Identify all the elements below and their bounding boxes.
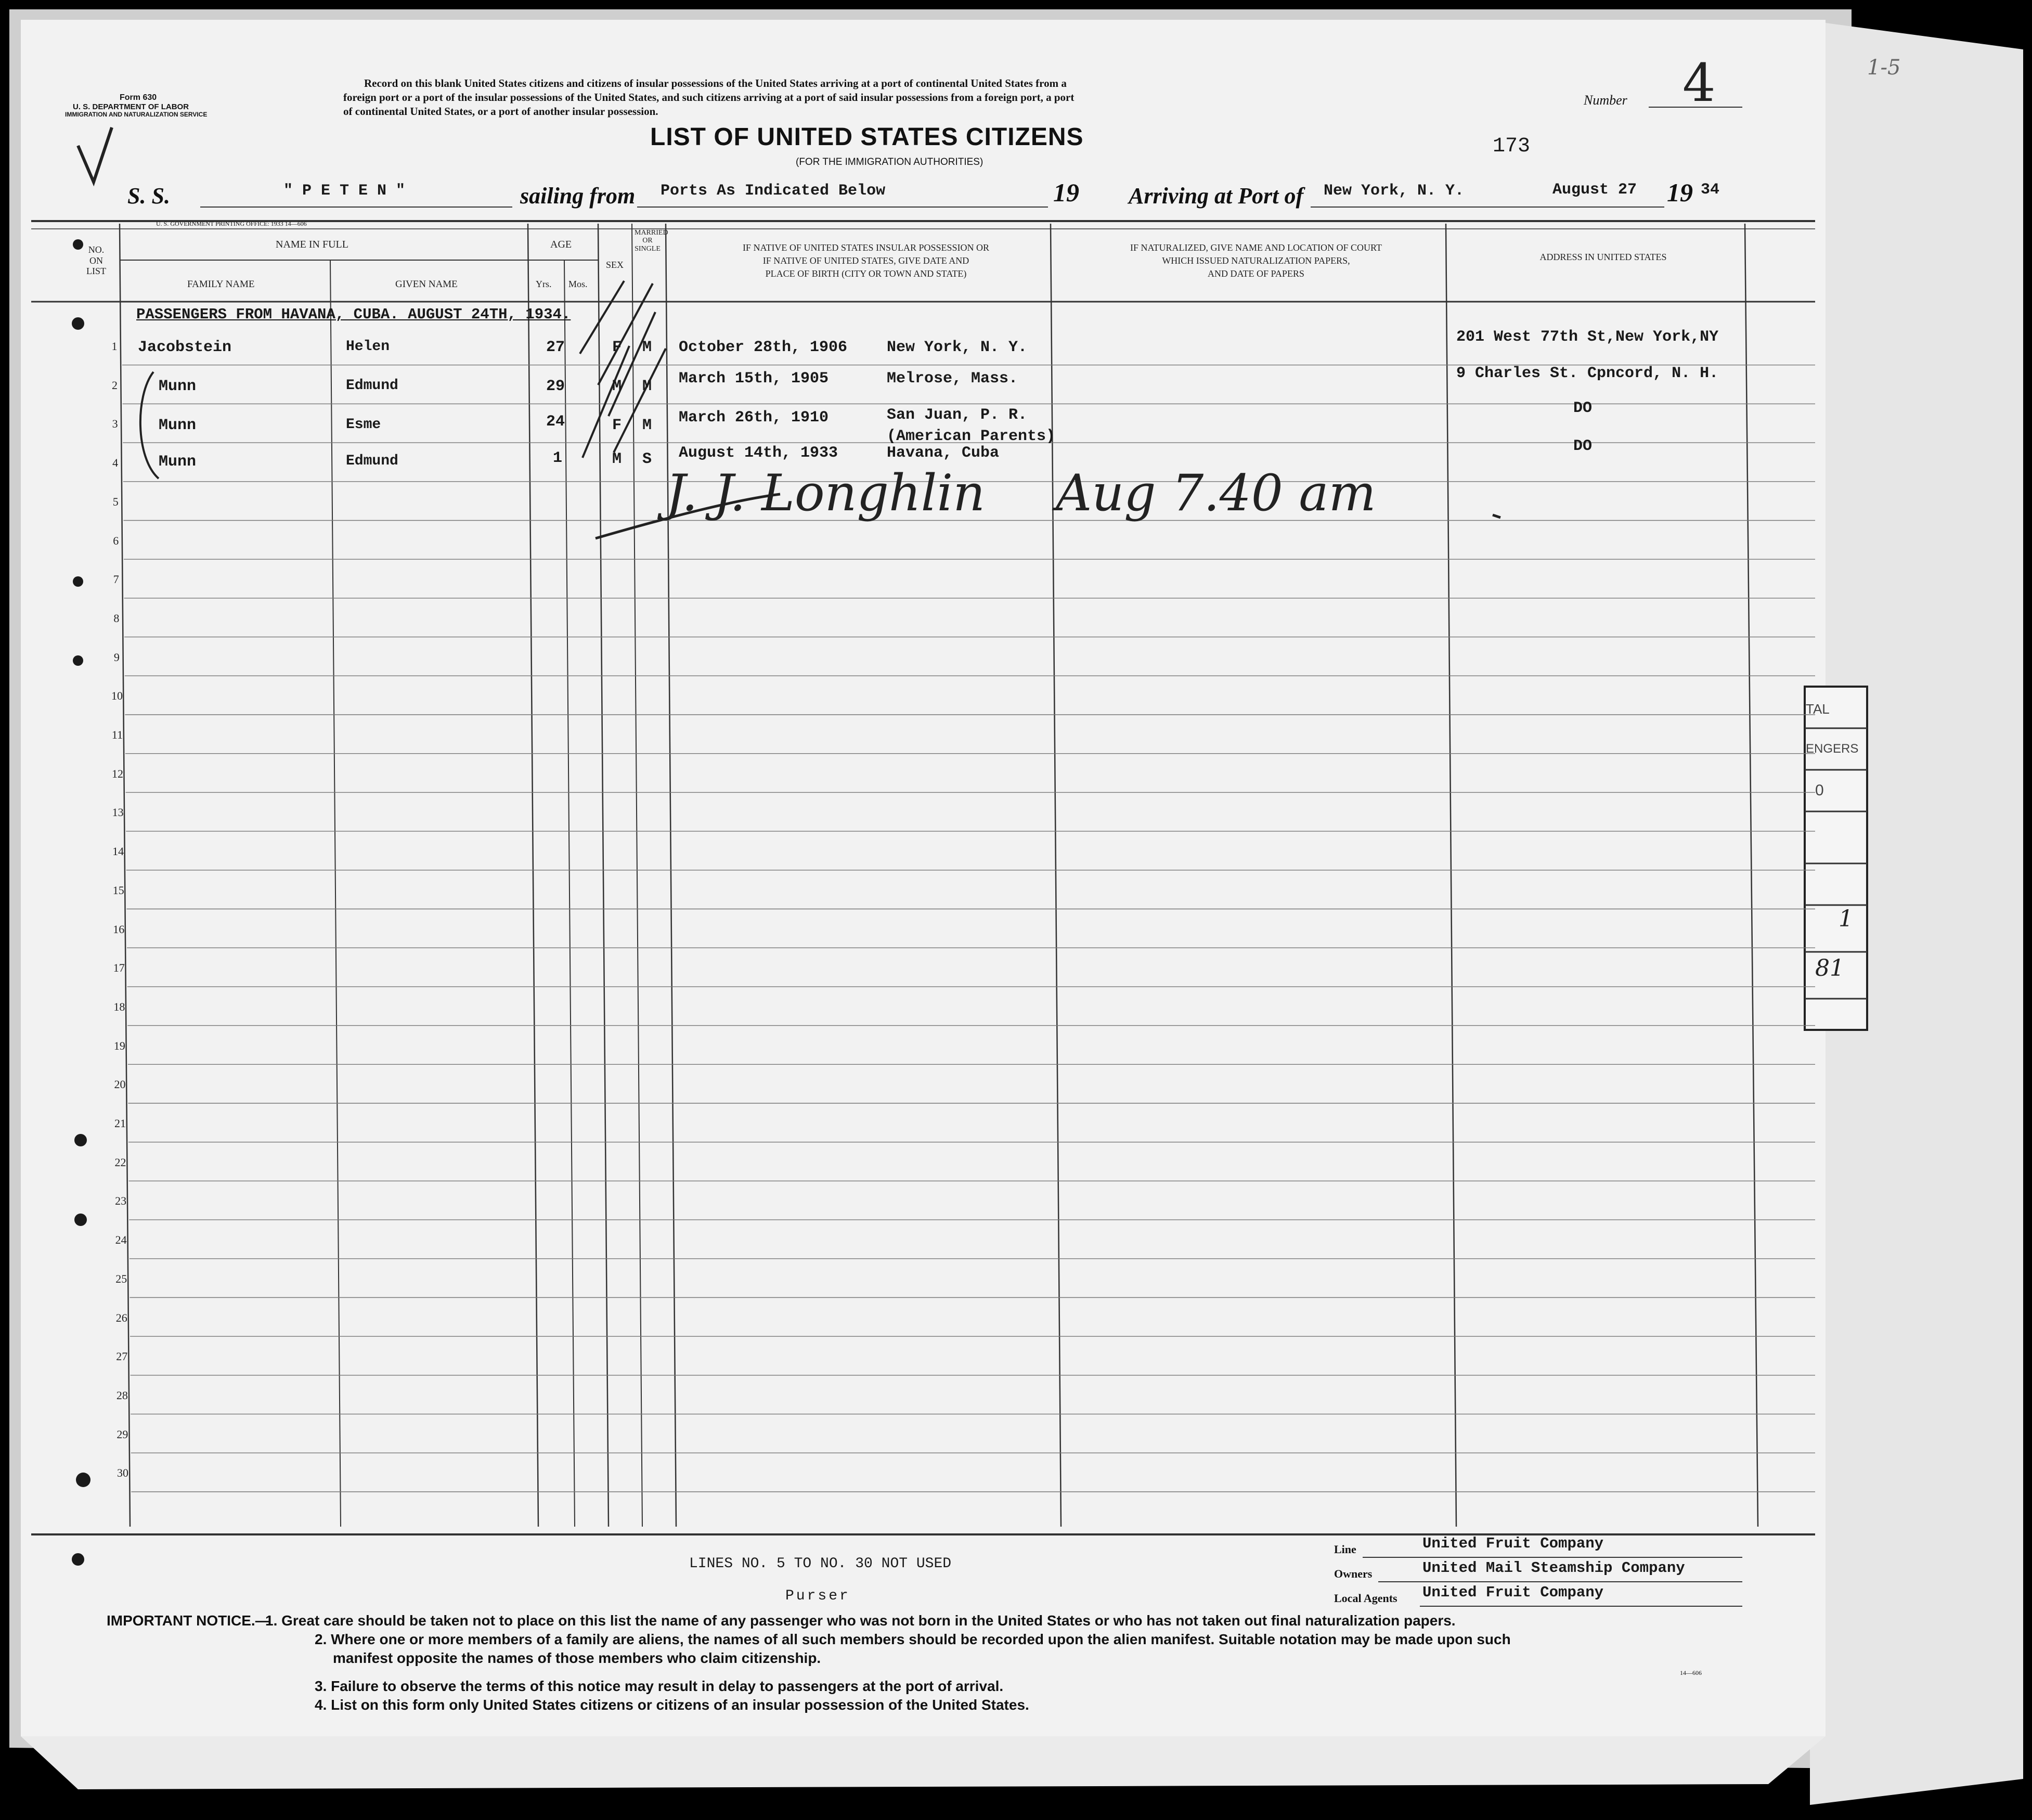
notice-2: 2. Where one or more members of a family are aliens, the names of all such members should be recorded upon the alien manifest. Suitable notation may be made upon such <box>315 1631 1511 1647</box>
sailing-from: Ports As Indicated Below <box>661 182 886 200</box>
passenger-1-address: 201 West 77th St,New York,NY <box>1456 328 1719 346</box>
line-number: 16 <box>113 922 125 936</box>
service-name: IMMIGRATION AND NATURALIZATION SERVICE <box>65 111 208 118</box>
line-number: 26 <box>115 1311 127 1324</box>
col-birth-3: PLACE OF BIRTH (CITY OR TOWN AND STATE) <box>765 268 967 279</box>
inspection-time: Aug 7.40 am <box>1056 464 1376 522</box>
side-tab-line-3: 0 <box>1815 782 1824 799</box>
passenger-2-given: Edmund <box>346 378 398 394</box>
year-prefix: 19 <box>1053 178 1079 207</box>
line-number: 20 <box>114 1078 126 1091</box>
paper-lower-curl <box>21 1736 1826 1789</box>
line-number: 14 <box>112 845 124 858</box>
passenger-3-sex: F <box>612 417 622 434</box>
passenger-1-marital: M <box>642 339 652 356</box>
notice-title: IMPORTANT NOTICE.— <box>107 1612 270 1629</box>
passenger-1-family: Jacobstein <box>138 339 232 356</box>
col-age: AGE <box>550 239 572 250</box>
notice-1: 1. Great care should be taken not to place on this list the name of any passenger who was not born in the United States or who has not taken out final naturalization papers. <box>265 1612 1456 1629</box>
arrival-date: August 27 <box>1552 181 1637 199</box>
printer-note: U. S. GOVERNMENT PRINTING OFFICE: 1933 14—606 <box>156 220 307 227</box>
passenger-2-sex: M <box>612 378 622 395</box>
document-title: LIST OF UNITED STATES CITIZENS <box>650 123 1084 151</box>
side-tab-line-5: 81 <box>1815 955 1844 982</box>
line-number: 4 <box>112 456 119 470</box>
col-naturalized-1: IF NATURALIZED, GIVE NAME AND LOCATION OF COURT <box>1130 242 1382 253</box>
owners-label: Owners <box>1334 1567 1373 1580</box>
arrival-port: New York, N. Y. <box>1324 182 1465 200</box>
passenger-2-birth-place: Melrose, Mass. <box>887 370 1018 388</box>
intro-line-3: of continental United States, or a port of another insular possession. <box>343 105 658 118</box>
col-given-name: GIVEN NAME <box>395 279 458 290</box>
line-number: 21 <box>114 1117 126 1130</box>
passenger-1-sex: F <box>612 339 622 356</box>
passenger-2-marital: M <box>642 378 652 395</box>
line-number: 6 <box>113 534 119 547</box>
side-tab-line-1: TAL <box>1806 701 1830 717</box>
passenger-4-birth-place: Havana, Cuba <box>887 444 1000 462</box>
passenger-4-yrs: 1 <box>553 449 563 467</box>
passenger-3-family: Munn <box>159 417 197 434</box>
passenger-1-birth-date: October 28th, 1906 <box>679 339 848 356</box>
line-label: Line <box>1334 1543 1356 1556</box>
col-birth-1: IF NATIVE OF UNITED STATES INSULAR POSSESSION OR <box>742 242 990 253</box>
arrival-year: 34 <box>1701 181 1720 199</box>
line-value: United Fruit Company <box>1422 1535 1604 1552</box>
line-number: 28 <box>116 1388 128 1402</box>
line-number: 10 <box>111 689 123 703</box>
col-naturalized-2: WHICH ISSUED NATURALIZATION PAPERS, <box>1162 255 1350 266</box>
line-number: 19 <box>113 1039 125 1052</box>
owners-value: United Mail Steamship Company <box>1422 1559 1685 1577</box>
passenger-4-family: Munn <box>159 453 197 471</box>
arrival-year-prefix: 19 <box>1667 178 1693 207</box>
line-number: 22 <box>114 1155 126 1169</box>
col-no-on-list: NO. ON LIST <box>86 244 106 277</box>
agents-label: Local Agents <box>1334 1592 1397 1605</box>
line-number: 11 <box>111 728 123 741</box>
number-value: 4 <box>1682 53 1716 113</box>
ss-label: S. S. <box>127 183 170 209</box>
passenger-3-marital: M <box>642 417 652 434</box>
col-yrs: Yrs. <box>536 279 552 289</box>
passenger-2-family: Munn <box>159 378 197 395</box>
line-number: 30 <box>117 1466 128 1480</box>
col-married-single: MARRIED OR SINGLE <box>635 229 668 253</box>
form-code: 14—606 <box>1680 1669 1702 1676</box>
line-number: 24 <box>115 1233 127 1247</box>
line-number: 12 <box>112 767 124 780</box>
corner-mark: 1-5 <box>1867 56 1901 80</box>
line-number: 7 <box>113 573 119 586</box>
passenger-4-birth-date: August 14th, 1933 <box>679 444 838 462</box>
passenger-3-yrs: 24 <box>546 413 565 431</box>
line-number: 29 <box>117 1427 128 1441</box>
col-sex: SEX <box>606 260 624 270</box>
passenger-3-address: DO <box>1573 399 1593 417</box>
arriving-label: Arriving at Port of <box>1129 183 1304 209</box>
passenger-1-birth-place: New York, N. Y. <box>887 339 1028 356</box>
line-number: 5 <box>112 495 119 508</box>
intro-line-2: foreign port or a port of the insular possessions of the United States, and such citizens arriving at a port of said insular possessions from a foreign port, a port <box>343 91 1075 104</box>
ship-name: " P E T E N " <box>283 182 406 200</box>
passenger-4-given: Edmund <box>346 453 398 469</box>
page-number: 173 <box>1493 135 1531 158</box>
intro-line-1: Record on this blank United States citizens and citizens of insular possessions of the United States arriving at a port of continental United States from a <box>364 77 1067 89</box>
passenger-4-address: DO <box>1573 437 1593 455</box>
line-number: 8 <box>113 611 120 625</box>
department-name: U. S. DEPARTMENT OF LABOR <box>73 102 189 111</box>
line-number: 3 <box>112 417 118 431</box>
line-number: 25 <box>115 1272 127 1285</box>
col-naturalized-3: AND DATE OF PAPERS <box>1208 268 1304 279</box>
inspector-signature: J. J. Longhlin <box>666 464 986 522</box>
passenger-1-given: Helen <box>346 339 390 355</box>
passenger-3-given: Esme <box>346 417 381 433</box>
line-number: 17 <box>113 961 125 975</box>
notice-4: 4. List on this form only United States citizens or citizens of an insular possession of the United States. <box>315 1697 1029 1713</box>
form-number: Form 630 <box>120 93 157 102</box>
line-number: 15 <box>112 883 124 897</box>
passenger-3-birth-place: San Juan, P. R. <box>887 406 1028 424</box>
passenger-4-birth-note: (American Parents) <box>887 428 1056 445</box>
side-tab-line-2: ENGERS <box>1806 742 1859 756</box>
col-name-in-full: NAME IN FULL <box>276 239 348 250</box>
col-birth-2: IF NATIVE OF UNITED STATES, GIVE DATE AND <box>762 255 969 266</box>
lines-not-used: LINES NO. 5 TO NO. 30 NOT USED <box>689 1556 952 1572</box>
notice-2-cont: manifest opposite the names of those members who claim citizenship. <box>333 1650 821 1666</box>
agents-value: United Fruit Company <box>1422 1584 1604 1601</box>
passenger-4-sex: M <box>612 450 622 468</box>
passenger-3-birth-date: March 26th, 1910 <box>679 409 829 427</box>
number-label: Number <box>1584 93 1627 108</box>
line-number: 23 <box>115 1194 127 1208</box>
purser-label: Purser <box>785 1588 850 1604</box>
col-family-name: FAMILY NAME <box>187 279 255 290</box>
col-address: ADDRESS IN UNITED STATES <box>1539 252 1667 262</box>
line-number: 13 <box>112 806 124 819</box>
passenger-2-address: 9 Charles St. Cpncord, N. H. <box>1456 365 1719 382</box>
line-number: 1 <box>111 340 118 353</box>
passenger-4-marital: S <box>642 450 652 468</box>
line-number: 18 <box>113 1000 125 1013</box>
sailing-label: sailing from <box>520 183 636 209</box>
document-subtitle: (FOR THE IMMIGRATION AUTHORITIES) <box>796 157 983 167</box>
side-tab-line-4: 1 <box>1839 906 1853 932</box>
section-heading: PASSENGERS FROM HAVANA, CUBA. AUGUST 24TH, 1934. <box>136 306 571 323</box>
line-number: 9 <box>113 650 120 664</box>
passenger-1-yrs: 27 <box>546 339 565 356</box>
line-number: 27 <box>116 1350 128 1363</box>
passenger-2-yrs: 29 <box>546 378 565 395</box>
line-number: 2 <box>112 378 118 392</box>
passenger-2-birth-date: March 15th, 1905 <box>679 370 829 388</box>
notice-3: 3. Failure to observe the terms of this notice may result in delay to passengers at the port of arrival. <box>315 1678 1004 1694</box>
col-mos: Mos. <box>568 279 588 289</box>
